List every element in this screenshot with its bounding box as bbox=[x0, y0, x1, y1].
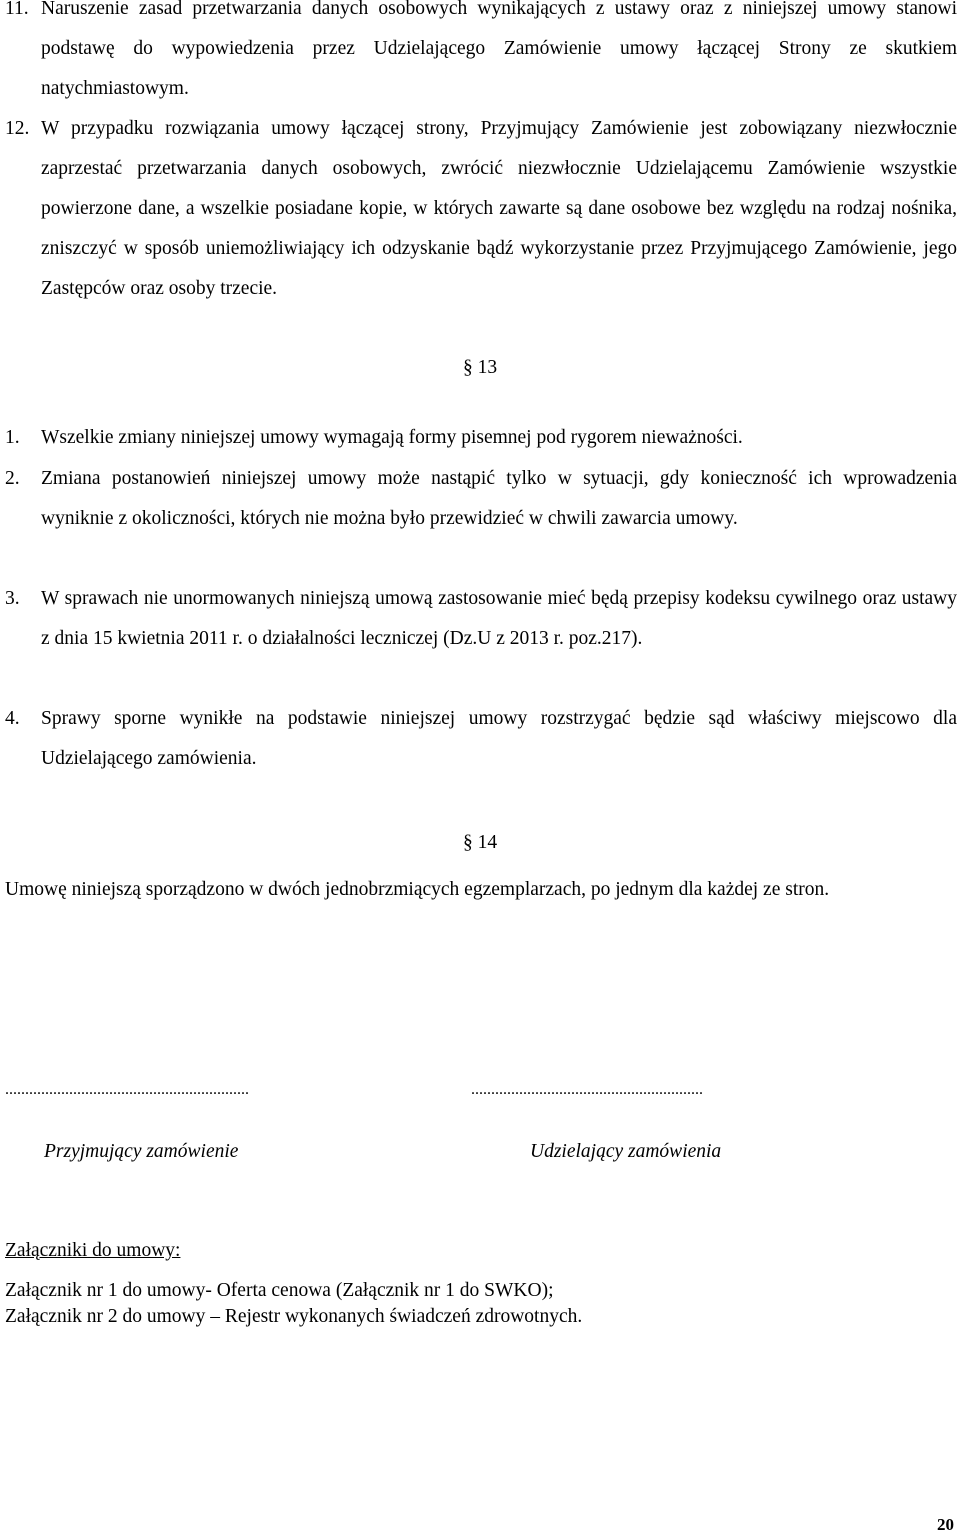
clause-text: Naruszenie zasad przetwarzania danych osobowych wynikających z ustawy oraz z niniejszej umowy stanowi podstawę do wypowiedzenia przez Udzielającego Zamówienie umowy łączącej Strony ze skutkiem natychmiastowym. bbox=[41, 0, 957, 99]
attachment-1: Załącznik nr 1 do umowy- Oferta cenowa (Załącznik nr 1 do SWKO); bbox=[5, 1280, 554, 1301]
page-number: 20 bbox=[937, 1515, 954, 1534]
clause-text: W sprawach nie unormowanych niniejszą umową zastosowanie mieć będą przepisy kodeksu cywilnego oraz ustawy z dnia 15 kwietnia 2011 r. o działalności leczniczej (Dz.U z 2013 r. poz.217). bbox=[41, 588, 957, 649]
clause-number: 4. bbox=[5, 708, 20, 729]
signature-line-right: .......................................................... bbox=[471, 1081, 703, 1098]
clause-number: 3. bbox=[5, 588, 20, 609]
clause-number: 11. bbox=[5, 0, 29, 19]
clause-12 bbox=[5, 109, 957, 309]
clause-number: 1. bbox=[5, 427, 20, 448]
clause-number: 2. bbox=[5, 468, 20, 489]
clause-text: W przypadku rozwiązania umowy łączącej strony, Przyjmujący Zamówienie jest zobowiązany niezwłocznie zaprzestać przetwarzania danych osobowych, zwrócić niezwłocznie Udzielającemu Zamówienie wszystkie powierzone dane, a wszelkie posiadane kopie, w których zawarte są dane osobowe bez względu na rodzaj nośnika, zniszczyć w sposób uniemożliwiający ich odzyskanie bądź wykorzystanie przez Przyjmującego Zamówienie, jego Zastępców oraz osoby trzecie. bbox=[41, 118, 957, 299]
attachments-heading: Załączniki do umowy: bbox=[5, 1240, 181, 1261]
clause-13-1 bbox=[5, 418, 957, 458]
clause-text: Sprawy sporne wynikłe na podstawie niniejszej umowy rozstrzygać będzie sąd właściwy miejscowo dla Udzielającego zamówienia. bbox=[41, 708, 957, 769]
section-14-paragraph: Umowę niniejszą sporządzono w dwóch jednobrzmiących egzemplarzach, po jednym dla każdej ze stron. bbox=[5, 879, 830, 900]
section-13-heading: § 13 bbox=[463, 357, 498, 378]
clause-11 bbox=[5, 0, 957, 109]
clause-number: 12. bbox=[5, 118, 30, 139]
clause-text: Zmiana postanowień niniejszej umowy może nastąpić tylko w sytuacji, gdy konieczność ich wprowadzenia wyniknie z okoliczności, których nie można było przewidzieć w chwili zawarcia umowy. bbox=[41, 468, 957, 529]
section-14-heading: § 14 bbox=[463, 832, 498, 853]
clause-text: Wszelkie zmiany niniejszej umowy wymagają formy pisemnej pod rygorem nieważności. bbox=[41, 427, 743, 448]
clause-13-3 bbox=[5, 579, 957, 659]
attachment-2: Załącznik nr 2 do umowy – Rejestr wykonanych świadczeń zdrowotnych. bbox=[5, 1306, 583, 1327]
signature-label-right: Udzielający zamówienia bbox=[530, 1141, 722, 1162]
signature-label-left: Przyjmujący zamówienie bbox=[44, 1141, 239, 1162]
signature-line-left: ............................................................. bbox=[5, 1081, 249, 1098]
clause-13-2 bbox=[5, 459, 957, 539]
clause-13-4 bbox=[5, 699, 957, 779]
